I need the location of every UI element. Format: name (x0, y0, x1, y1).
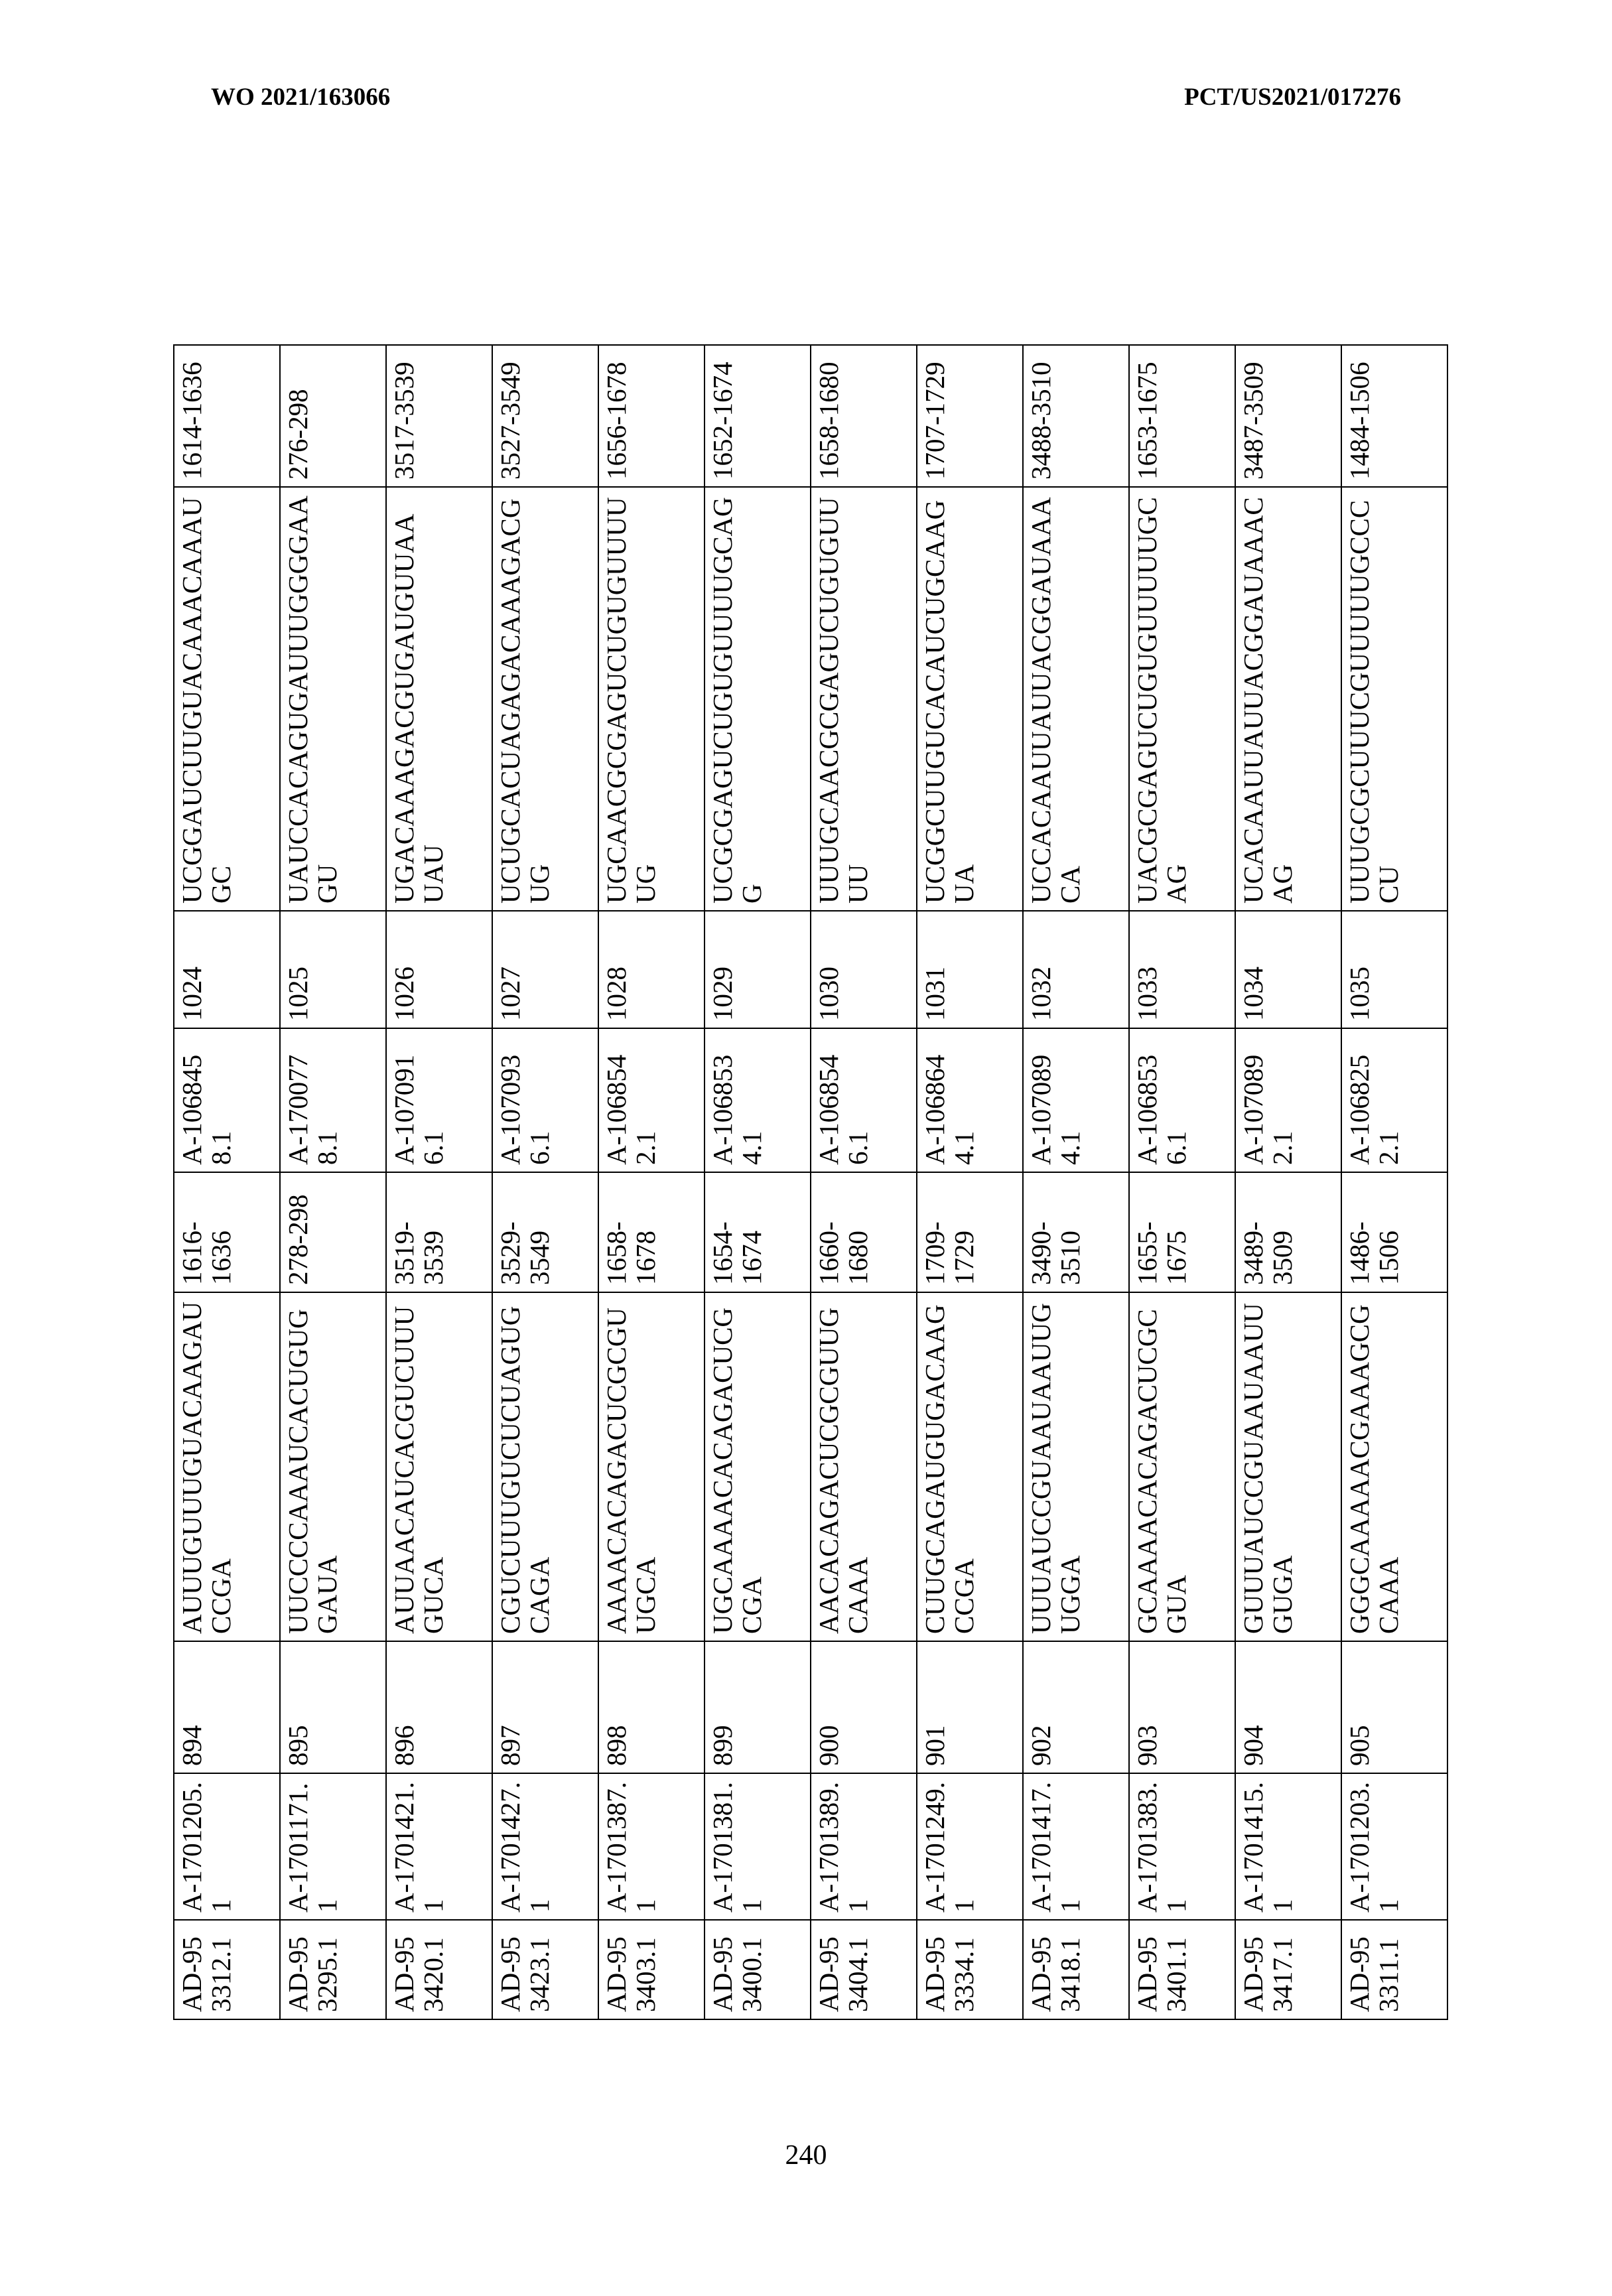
antisense-seq-id-cell: 1035 (1341, 911, 1447, 1028)
antisense-sequence-cell: UCCACAAUUAUUACGGAUAAACA (1023, 487, 1129, 911)
sense-seq-id-cell: 905 (1341, 1641, 1447, 1773)
sense-range-cell: 1660-1680 (811, 1172, 917, 1292)
antisense-sequence-cell: UCACAAUUAUUACGGAUAAACAG (1235, 487, 1341, 911)
sense-id-cell: A-1701427.1 (492, 1773, 598, 1920)
antisense-id-cell: A-1068644.1 (917, 1028, 1023, 1172)
sense-sequence-cell: AAAACACAGACUCGCGUUGCA (598, 1292, 705, 1641)
antisense-seq-id-cell: 1029 (705, 911, 811, 1028)
duplex-id-cell: AD-953295.1 (280, 1920, 386, 2019)
sense-sequence-cell: AUUUGUUUGUACAAGAUCCGA (174, 1292, 280, 1641)
antisense-id-cell: A-1068536.1 (1129, 1028, 1235, 1172)
sense-id-cell: A-1701381.1 (705, 1773, 811, 1920)
antisense-sequence-cell: UUUGCGCUUUCGUUUUUGCCCCU (1341, 487, 1447, 911)
duplex-id-cell: AD-953423.1 (492, 1920, 598, 2019)
antisense-range-cell: 1658-1680 (811, 345, 917, 487)
antisense-range-cell: 1707-1729 (917, 345, 1023, 487)
sense-seq-id-cell: 897 (492, 1641, 598, 1773)
duplex-id-cell: AD-953420.1 (386, 1920, 492, 2019)
antisense-id-cell: A-1070936.1 (492, 1028, 598, 1172)
antisense-seq-id-cell: 1025 (280, 911, 386, 1028)
antisense-range-cell: 3527-3549 (492, 345, 598, 487)
antisense-id-cell: A-1070892.1 (1235, 1028, 1341, 1172)
antisense-id-cell: A-1068546.1 (811, 1028, 917, 1172)
application-number: PCT/US2021/017276 (1184, 83, 1401, 111)
antisense-sequence-cell: UGACAAAGACGUGAUGUUAAUAU (386, 487, 492, 911)
sense-sequence-cell: AACACAGACUCGCGUUGCAAA (811, 1292, 917, 1641)
table-row (386, 345, 492, 2019)
sense-id-cell: A-1701203.1 (1341, 1773, 1447, 1920)
publication-number: WO 2021/163066 (211, 83, 390, 111)
sense-range-cell: 1658-1678 (598, 1172, 705, 1292)
sense-sequence-cell: AUUAACAUCACGUCUUUGUCA (386, 1292, 492, 1641)
antisense-range-cell: 3487-3509 (1235, 345, 1341, 487)
antisense-id-cell: A-1700778.1 (280, 1028, 386, 1172)
duplex-id-cell: AD-953334.1 (917, 1920, 1023, 2019)
duplex-id-cell: AD-953400.1 (705, 1920, 811, 2019)
antisense-sequence-cell: UGCAACGCGAGUCUGUGUUUUUG (598, 487, 705, 911)
sense-range-cell: 3489-3509 (1235, 1172, 1341, 1292)
table-row (1235, 345, 1341, 2019)
sense-range-cell: 1486-1506 (1341, 1172, 1447, 1292)
sense-range-cell: 1655-1675 (1129, 1172, 1235, 1292)
sense-sequence-cell: UGCAAAACACAGACUCGCGA (705, 1292, 811, 1641)
table-row (280, 345, 386, 2019)
antisense-sequence-cell: UCGGAUCUUGUACAAACAAAUGC (174, 487, 280, 911)
antisense-range-cell: 1652-1674 (705, 345, 811, 487)
table-row (917, 345, 1023, 2019)
page-number: 240 (0, 2139, 1612, 2171)
sense-seq-id-cell: 894 (174, 1641, 280, 1773)
sense-seq-id-cell: 900 (811, 1641, 917, 1773)
antisense-seq-id-cell: 1034 (1235, 911, 1341, 1028)
sense-sequence-cell: GCAAAACACAGACUCGCGUA (1129, 1292, 1235, 1641)
sense-range-cell: 278-298 (280, 1172, 386, 1292)
table-row (811, 345, 917, 2019)
duplex-id-cell: AD-953311.1 (1341, 1920, 1447, 2019)
sense-sequence-cell: GGGCAAAAACGAAAGCGCAAA (1341, 1292, 1447, 1641)
antisense-range-cell: 1653-1675 (1129, 345, 1235, 487)
duplex-id-cell: AD-953418.1 (1023, 1920, 1129, 2019)
sense-id-cell: A-1701171.1 (280, 1773, 386, 1920)
antisense-seq-id-cell: 1033 (1129, 911, 1235, 1028)
sense-seq-id-cell: 901 (917, 1641, 1023, 1773)
sense-seq-id-cell: 904 (1235, 1641, 1341, 1773)
antisense-seq-id-cell: 1030 (811, 911, 917, 1028)
antisense-range-cell: 1484-1506 (1341, 345, 1447, 487)
antisense-id-cell: A-1068534.1 (705, 1028, 811, 1172)
sense-seq-id-cell: 902 (1023, 1641, 1129, 1773)
sense-sequence-cell: CGUCUUUGUCUCUAGUGCAGA (492, 1292, 598, 1641)
table-row (1341, 345, 1447, 2019)
sequence-table (173, 346, 1448, 2020)
sense-id-cell: A-1701249.1 (917, 1773, 1023, 1920)
sense-sequence-cell: GUUUAUCCGUAAUAAUUGUGA (1235, 1292, 1341, 1641)
antisense-sequence-cell: UCUGCACUAGAGACAAAGACGUG (492, 487, 598, 911)
sense-sequence-cell: UUUAUCCGUAAUAAUUGUGGA (1023, 1292, 1129, 1641)
table-row (598, 345, 705, 2019)
table-row (492, 345, 598, 2019)
antisense-range-cell: 3488-3510 (1023, 345, 1129, 487)
antisense-seq-id-cell: 1031 (917, 911, 1023, 1028)
duplex-id-cell: AD-953403.1 (598, 1920, 705, 2019)
antisense-seq-id-cell: 1032 (1023, 911, 1129, 1028)
table-row (174, 345, 280, 2019)
antisense-range-cell: 1656-1678 (598, 345, 705, 487)
antisense-sequence-cell: UAUCCACAGUGAUUUGGGGAAGU (280, 487, 386, 911)
antisense-id-cell: A-1070916.1 (386, 1028, 492, 1172)
antisense-range-cell: 3517-3539 (386, 345, 492, 487)
antisense-id-cell: A-1068458.1 (174, 1028, 280, 1172)
antisense-seq-id-cell: 1026 (386, 911, 492, 1028)
sense-id-cell: A-1701389.1 (811, 1773, 917, 1920)
antisense-id-cell: A-1068542.1 (598, 1028, 705, 1172)
table-row (1023, 345, 1129, 2019)
antisense-seq-id-cell: 1028 (598, 911, 705, 1028)
duplex-id-cell: AD-953312.1 (174, 1920, 280, 2019)
sense-range-cell: 3490-3510 (1023, 1172, 1129, 1292)
table-row (705, 345, 811, 2019)
duplex-id-cell: AD-953404.1 (811, 1920, 917, 2019)
sense-id-cell: A-1701421.1 (386, 1773, 492, 1920)
sense-seq-id-cell: 903 (1129, 1641, 1235, 1773)
sense-seq-id-cell: 896 (386, 1641, 492, 1773)
table-row (1129, 345, 1235, 2019)
antisense-sequence-cell: UCGGCUUGUCACAUCUGCAAGUA (917, 487, 1023, 911)
sense-range-cell: 1616-1636 (174, 1172, 280, 1292)
sense-range-cell: 1654-1674 (705, 1172, 811, 1292)
sense-id-cell: A-1701415.1 (1235, 1773, 1341, 1920)
antisense-id-cell: A-1070894.1 (1023, 1028, 1129, 1172)
antisense-sequence-cell: UCGCGAGUCUGUGUUUUGCAGG (705, 487, 811, 911)
antisense-id-cell: A-1068252.1 (1341, 1028, 1447, 1172)
sense-range-cell: 3529-3549 (492, 1172, 598, 1292)
antisense-range-cell: 1614-1636 (174, 345, 280, 487)
antisense-range-cell: 276-298 (280, 345, 386, 487)
sense-id-cell: A-1701383.1 (1129, 1773, 1235, 1920)
sense-seq-id-cell: 898 (598, 1641, 705, 1773)
sense-id-cell: A-1701417.1 (1023, 1773, 1129, 1920)
duplex-id-cell: AD-953417.1 (1235, 1920, 1341, 2019)
sense-seq-id-cell: 895 (280, 1641, 386, 1773)
antisense-sequence-cell: UUUGCAACGCGAGUCUGUGUUUU (811, 487, 917, 911)
sense-sequence-cell: UUCCCCAAAUCACUGUGGAUA (280, 1292, 386, 1641)
sense-id-cell: A-1701205.1 (174, 1773, 280, 1920)
sense-seq-id-cell: 899 (705, 1641, 811, 1773)
sense-id-cell: A-1701387.1 (598, 1773, 705, 1920)
sense-range-cell: 1709-1729 (917, 1172, 1023, 1292)
antisense-seq-id-cell: 1024 (174, 911, 280, 1028)
sense-sequence-cell: CUUGCAGAUGUGACAAGCCGA (917, 1292, 1023, 1641)
antisense-sequence-cell: UACGCGAGUCUGUGUUUUUGCAG (1129, 487, 1235, 911)
antisense-seq-id-cell: 1027 (492, 911, 598, 1028)
sense-range-cell: 3519-3539 (386, 1172, 492, 1292)
duplex-id-cell: AD-953401.1 (1129, 1920, 1235, 2019)
